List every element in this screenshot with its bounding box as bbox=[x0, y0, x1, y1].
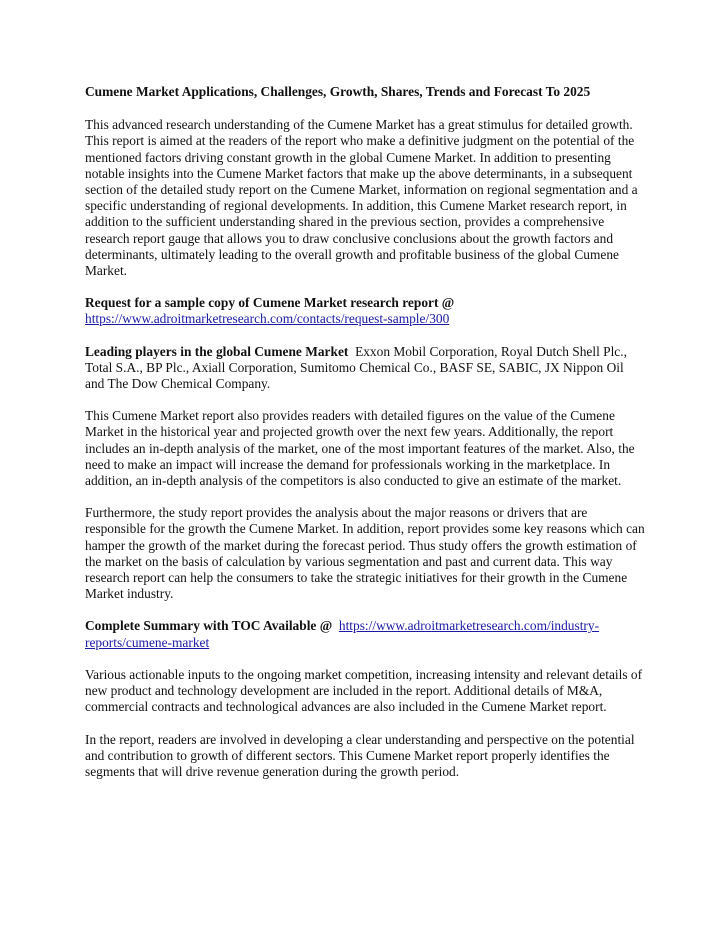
leading-players-text: Exxon Mobil Corporation, Royal Dutch Shell Plc., Total S.A., BP Plc., Axiall Corporation, Sumitomo Chemical Co., BASF SE, SABIC, JX Nippon Oil and The Dow Chemical Company. bbox=[85, 343, 627, 392]
actionable-inputs-paragraph: Various actionable inputs to the ongoing market competition, increasing intensity and relevant details of new product and technology development are included in the report. Additional details of M&A, commercial contracts and technological advances are also included in the Cumene Market report. bbox=[85, 666, 643, 715]
sample-request-link[interactable]: https://www.adroitmarketresearch.com/contacts/request-sample/300 bbox=[85, 311, 450, 327]
leading-players-label: Leading players in the global Cumene Market bbox=[85, 343, 349, 359]
toc-label: Complete Summary with TOC Available @ bbox=[85, 618, 333, 634]
sample-request-section bbox=[85, 295, 645, 327]
report-details-paragraph: This Cumene Market report also provides readers with detailed figures on the value of the Cumene Market in the historical year and projected growth over the next few years. Additionally, the report includes an in-depth analysis of the market, one of the most important features of the market. Also, the need to make an impact will increase the demand for professionals working in the marketplace. In addition, an in-depth analysis of the competitors is also conducted to give an estimate of the market. bbox=[85, 408, 635, 489]
sectors-paragraph: In the report, readers are involved in developing a clear understanding and perspective on the potential and contribution to growth of different sectors. This Cumene Market report properly identifies the segments that will drive revenue generation during the growth period. bbox=[85, 731, 635, 779]
sample-request-label: Request for a sample copy of Cumene Market research report @ bbox=[85, 295, 455, 311]
toc-section bbox=[85, 618, 645, 650]
intro-paragraph: This advanced research understanding of the Cumene Market has a great stimulus for detailed growth. This report is aimed at the readers of the report who make a definitive judgment on the potential of the mentioned factors driving constant growth in the global Cumene Market. In addition to presenting notable insights into the Cumene Market factors that make up the above determinants, in a subsequent section of the detailed study report on the Cumene Market, information on regional segmentation and a specific understanding of regional developments. In addition, this Cumene Market research report, in addition to the sufficient understanding shared in the previous section, provides a comprehensive research report gauge that allows you to draw conclusive conclusions about the growth factors and determinants, ultimately leading to the overall growth and profitable business of the global Cumene Market. bbox=[85, 117, 638, 279]
drivers-paragraph: Furthermore, the study report provides the analysis about the major reasons or drivers that are responsible for the growth the Cumene Market. In addition, report provides some key reasons which can hamper the growth of the market during the forecast period. Thus study offers the growth estimation of the market on the basis of calculation by various segmentation and past and current data. This way research report can help the consumers to take the strategic initiatives for their growth in the Cumene Market industry. bbox=[85, 505, 645, 602]
document-page bbox=[85, 84, 645, 796]
toc-link[interactable]: https://www.adroitmarketresearch.com/industry-reports/cumene-market bbox=[85, 618, 600, 650]
document-title: Cumene Market Applications, Challenges, Growth, Shares, Trends and Forecast To 2025 bbox=[85, 84, 591, 99]
leading-players-section bbox=[85, 344, 645, 393]
